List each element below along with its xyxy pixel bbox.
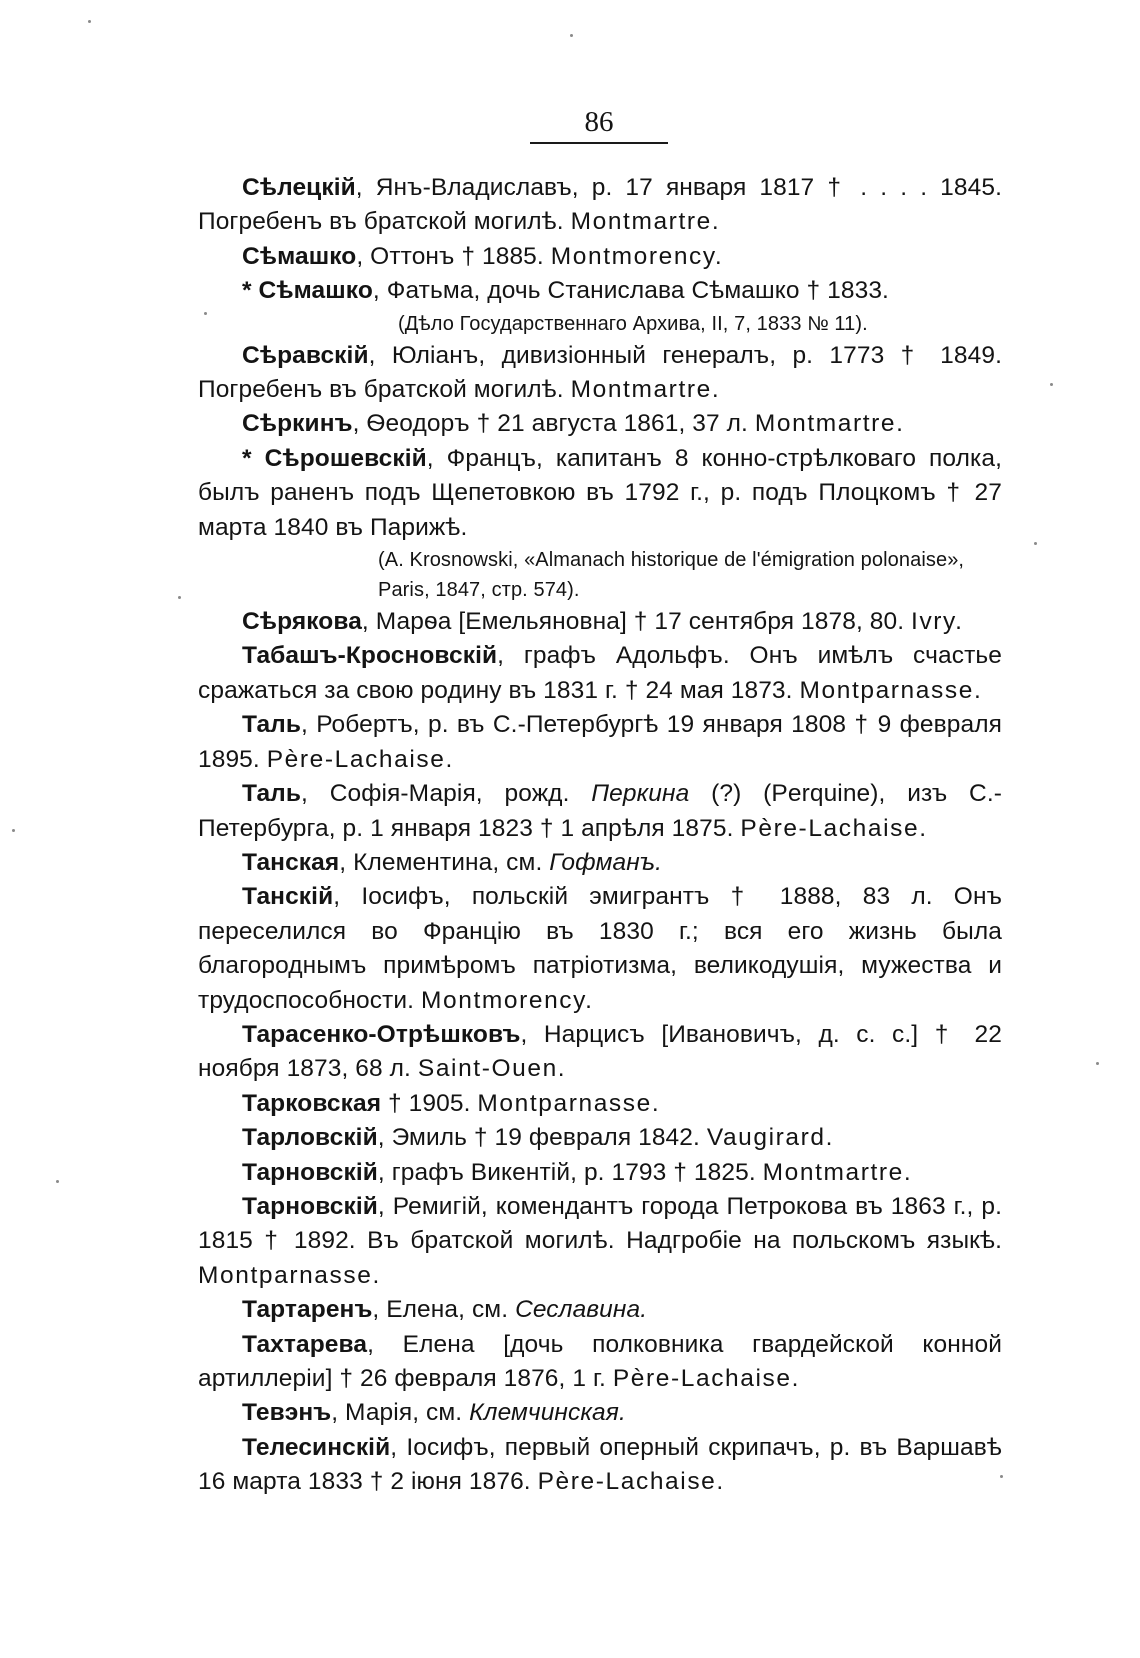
entry — [198, 339, 1002, 408]
entry-place: Ivry. — [911, 608, 964, 636]
entry — [198, 605, 1002, 639]
entry — [198, 1293, 1002, 1327]
entry — [198, 846, 1002, 880]
entry — [198, 1431, 1002, 1500]
scan-speck — [12, 829, 15, 832]
entry-reference: Гофманъ. — [549, 848, 663, 876]
entry-name: Телесинскій — [242, 1433, 391, 1461]
entry — [198, 1121, 1002, 1155]
scan-speck — [88, 20, 91, 23]
entry-place: Père-Lachaise. — [266, 745, 454, 773]
entry-place: Montmorency. — [550, 242, 724, 270]
scan-speck — [570, 34, 573, 37]
entry-name: Тарновскій — [242, 1192, 378, 1220]
entry-text: , Марія, см. — [331, 1399, 470, 1427]
page-number: 86 — [530, 104, 668, 144]
entry-reference: Сеславина. — [515, 1296, 648, 1324]
entry-name: Тартаренъ — [242, 1296, 373, 1324]
entry — [198, 1396, 1002, 1430]
entry-text: , Клементина, см. — [339, 848, 550, 876]
entry-name: Тевэнъ — [242, 1399, 332, 1427]
entry-name: Тарловскій — [242, 1124, 378, 1152]
scan-speck — [178, 596, 181, 599]
scan-speck — [56, 1180, 59, 1183]
entry-text: , графъ Адольфъ. Онъ имѣлъ счастье сражаться за свою родину въ 1831 г. † 24 мая 1873. — [198, 642, 1002, 704]
scan-speck — [204, 312, 207, 315]
entry — [198, 240, 1002, 274]
entry-text: , Елена, см. — [372, 1296, 516, 1324]
entry-place: Père-Lachaise. — [537, 1468, 725, 1496]
entry-text: , Францъ, капитанъ 8 конно-стрѣлковаго полка, былъ раненъ подъ Щепетовкою въ 1792 г., р. подъ Плоцкомъ † 27 марта 1840 въ Парижѣ. — [198, 444, 1002, 541]
source-citation: (Дѣло Государственнаго Архива, II, 7, 1833 № 11). — [398, 312, 868, 335]
entry — [198, 708, 1002, 777]
entry-name: Сѣркинъ — [242, 410, 353, 438]
entry-name: * Сѣмашко — [242, 277, 373, 305]
entry-text: , Фатьма, дочь Станислава Сѣмашко † 1833. — [372, 277, 889, 305]
entry-place: Montmorency. — [420, 986, 594, 1014]
entry-name: Танскій — [242, 883, 334, 911]
entry-name: Тарновскій — [242, 1158, 378, 1186]
entry-name: * Сѣрошевскій — [242, 444, 427, 472]
scan-speck — [1050, 383, 1053, 386]
entry — [198, 407, 1002, 441]
entry-text: , Ѳеодоръ † 21 августа 1861, 37 л. — [352, 410, 755, 438]
scan-speck — [1096, 1062, 1099, 1065]
entry — [198, 1087, 1002, 1121]
entry-text: , Нарцисъ [Ивановичъ, д. с. с.] † 22 ноября 1873, 68 л. — [198, 1020, 1002, 1083]
entry-text: † 1905. — [381, 1089, 478, 1117]
entry-reference: Клемчинская. — [469, 1399, 626, 1427]
entry — [198, 639, 1002, 708]
entry-reference: Перкина — [591, 780, 690, 808]
entry-place: Montmartre. — [762, 1158, 913, 1186]
entry-name: Сѣрякова — [242, 608, 362, 636]
entry — [198, 442, 1002, 545]
entry-name: Таль — [242, 780, 302, 808]
entry-name: Сѣравскій — [242, 341, 369, 369]
entry — [198, 777, 1002, 846]
entry — [198, 171, 1002, 240]
entry — [198, 274, 1002, 308]
entry-text: , Софія-Марія, рожд. — [301, 780, 592, 808]
entry-text: , Ремигій, комендантъ города Петрокова въ 1863 г., р. 1815 † 1892. Въ братской могилѣ. Надгробіе на польскомъ языкѣ. — [198, 1192, 1002, 1255]
entry — [198, 880, 1002, 1018]
entry-place: Montmartre. — [570, 208, 721, 236]
source-citation: (A. Krosnowski, «Almanach historique de l'émigration polonaise», Paris, 1847, стр. 574). — [378, 549, 965, 602]
entry-place: Père-Lachaise. — [612, 1365, 801, 1392]
entry-name: Сѣлецкій — [242, 174, 356, 201]
entry-place: Montparnasse. — [477, 1089, 661, 1117]
entry-place: Montparnasse. — [198, 1261, 381, 1289]
entry-name: Таль — [242, 711, 302, 739]
entry-text: , Оттонъ † 1885. — [356, 242, 551, 270]
entry-name: Танская — [242, 848, 340, 876]
entry-place: Père-Lachaise. — [740, 814, 928, 842]
entry-text: , Юліанъ, дивизіонный генералъ, р. 1773 † 1849. Погребенъ въ братской могилѣ. — [198, 341, 1002, 404]
entry-text: (?) (Perquine), изъ С.-Петербурга, р. 1 января 1823 † 1 апрѣля 1875. — [198, 780, 1003, 842]
entry-place: Vaugirard. — [706, 1124, 835, 1152]
entry-text: , Янъ-Владиславъ, р. 17 января 1817 † . . . . 1845. Погребенъ въ братской могилѣ. — [198, 174, 1002, 236]
entry-name: Тарковская — [242, 1089, 382, 1117]
entry-place: Saint-Ouen. — [417, 1055, 567, 1083]
entry-text: , Іосифъ, польскій эмигрантъ † 1888, 83 л. Онъ переселился во Францію въ 1830 г.; вся его жизнь была благороднымъ примѣромъ патріотизма, великодушія, мужества и трудоспособности. — [198, 883, 1002, 1014]
entry-text: , Іосифъ, первый оперный скрипачъ, р. въ Варшавѣ 16 марта 1833 † 2 іюня 1876. — [198, 1433, 1002, 1496]
entry-name: Сѣмашко — [242, 242, 357, 270]
entry-place: Montparnasse. — [799, 676, 983, 704]
scan-speck — [1000, 1475, 1003, 1478]
entry — [198, 1190, 1002, 1293]
entry-text: , Елена [дочь полковника гвардейской конной артиллеріи] † 26 февраля 1876, 1 г. — [198, 1330, 1002, 1392]
entry-text: , Марѳа [Емельяновна] † 17 сентября 1878, 80. — [361, 608, 912, 636]
entry-text: , Робертъ, р. въ С.-Петербургѣ 19 января 1808 † 9 февраля 1895. — [198, 711, 1002, 773]
entry-text: , Эмиль † 19 февраля 1842. — [377, 1124, 707, 1152]
entry-name: Тарасенко-Отрѣшковъ — [242, 1020, 521, 1048]
scan-speck — [1034, 542, 1037, 545]
entry-place: Montmartre. — [570, 376, 721, 404]
entry-place: Montmartre. — [754, 410, 905, 438]
entry-name: Табашъ-Кросновскій — [242, 642, 498, 670]
entry — [198, 1328, 1002, 1397]
entry-list — [198, 171, 1002, 1500]
entry — [198, 1018, 1002, 1087]
entry — [198, 1156, 1002, 1190]
entry-text: , графъ Викентій, р. 1793 † 1825. — [377, 1158, 763, 1186]
entry-name: Тахтарева — [242, 1330, 368, 1358]
